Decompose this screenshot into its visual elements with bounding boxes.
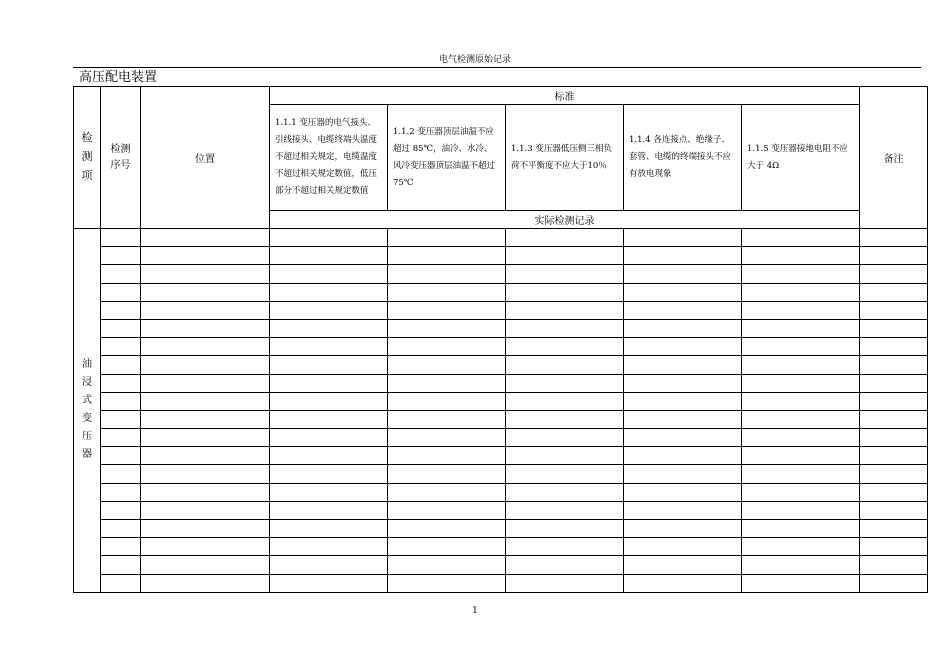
record-cell[interactable] bbox=[270, 465, 388, 483]
record-cell[interactable] bbox=[388, 247, 506, 265]
record-cell[interactable] bbox=[506, 283, 624, 301]
header-inspection-item bbox=[74, 87, 101, 229]
record-cell[interactable] bbox=[506, 392, 624, 410]
record-cell[interactable] bbox=[101, 392, 141, 410]
record-cell[interactable] bbox=[270, 447, 388, 465]
record-cell[interactable] bbox=[624, 483, 742, 501]
record-cell[interactable] bbox=[141, 429, 270, 447]
header-inspection-item-label: 检 测 项 bbox=[81, 131, 93, 182]
record-cell[interactable] bbox=[860, 465, 928, 483]
record-cell[interactable] bbox=[742, 520, 860, 538]
record-cell[interactable] bbox=[742, 556, 860, 574]
record-cell[interactable] bbox=[860, 283, 928, 301]
record-cell[interactable] bbox=[624, 410, 742, 428]
record-cell[interactable] bbox=[141, 465, 270, 483]
record-cell[interactable] bbox=[624, 283, 742, 301]
record-cell[interactable] bbox=[141, 338, 270, 356]
table-row bbox=[74, 338, 928, 356]
record-cell[interactable] bbox=[270, 483, 388, 501]
record-cell[interactable] bbox=[141, 538, 270, 556]
record-cell[interactable] bbox=[101, 283, 141, 301]
record-cell[interactable] bbox=[624, 301, 742, 319]
record-cell[interactable] bbox=[506, 374, 624, 392]
record-cell[interactable] bbox=[270, 283, 388, 301]
record-cell[interactable] bbox=[742, 338, 860, 356]
record-cell[interactable] bbox=[506, 265, 624, 283]
record-cell[interactable] bbox=[101, 483, 141, 501]
record-cell[interactable] bbox=[101, 338, 141, 356]
record-cell[interactable] bbox=[506, 556, 624, 574]
table-row bbox=[74, 465, 928, 483]
record-cell[interactable] bbox=[506, 319, 624, 337]
record-cell[interactable] bbox=[860, 429, 928, 447]
record-cell[interactable] bbox=[860, 501, 928, 519]
record-cell[interactable] bbox=[101, 229, 141, 247]
record-cell[interactable] bbox=[388, 265, 506, 283]
record-cell[interactable] bbox=[141, 447, 270, 465]
record-cell[interactable] bbox=[860, 483, 928, 501]
record-cell[interactable] bbox=[270, 356, 388, 374]
header-location: 位置 bbox=[141, 87, 270, 229]
record-cell[interactable] bbox=[101, 429, 141, 447]
record-cell[interactable] bbox=[742, 465, 860, 483]
record-cell[interactable] bbox=[860, 356, 928, 374]
table-row bbox=[74, 229, 928, 247]
table-row bbox=[74, 247, 928, 265]
record-cell[interactable] bbox=[388, 229, 506, 247]
record-cell[interactable] bbox=[141, 265, 270, 283]
record-cell[interactable] bbox=[101, 265, 141, 283]
record-cell[interactable] bbox=[101, 538, 141, 556]
record-cell[interactable] bbox=[506, 465, 624, 483]
record-cell[interactable] bbox=[141, 410, 270, 428]
document-title: 电气检测原始记录 bbox=[438, 55, 511, 65]
record-cell[interactable] bbox=[506, 338, 624, 356]
table-row bbox=[74, 301, 928, 319]
record-cell[interactable] bbox=[742, 574, 860, 592]
record-cell[interactable] bbox=[860, 447, 928, 465]
record-cell[interactable] bbox=[860, 410, 928, 428]
table-row bbox=[74, 374, 928, 392]
table-row bbox=[74, 574, 928, 592]
record-cell[interactable] bbox=[742, 410, 860, 428]
record-cell[interactable] bbox=[506, 501, 624, 519]
record-cell[interactable] bbox=[141, 247, 270, 265]
record-cell[interactable] bbox=[270, 538, 388, 556]
record-cell[interactable] bbox=[388, 283, 506, 301]
record-cell[interactable] bbox=[101, 410, 141, 428]
record-cell[interactable] bbox=[506, 247, 624, 265]
record-cell[interactable] bbox=[506, 301, 624, 319]
record-cell[interactable] bbox=[624, 265, 742, 283]
table-row bbox=[74, 356, 928, 374]
record-cell[interactable] bbox=[506, 520, 624, 538]
section-title: 高压配电装置 bbox=[79, 70, 158, 85]
record-cell[interactable] bbox=[742, 247, 860, 265]
record-cell[interactable] bbox=[506, 229, 624, 247]
record-cell[interactable] bbox=[101, 556, 141, 574]
record-cell[interactable] bbox=[860, 265, 928, 283]
row-item-transformer bbox=[74, 229, 101, 593]
table-row bbox=[74, 429, 928, 447]
record-cell[interactable] bbox=[388, 483, 506, 501]
page-number: 1 bbox=[472, 606, 478, 616]
record-cell[interactable] bbox=[860, 229, 928, 247]
row-item-transformer-label: 油 浸 式 变 压 器 bbox=[82, 359, 92, 461]
table-row bbox=[74, 520, 928, 538]
standard-4: 1.1.4 各连接点、绝缘子、套管、电缆的终端接头不应有放电现象 bbox=[624, 105, 742, 211]
record-cell[interactable] bbox=[388, 429, 506, 447]
record-cell[interactable] bbox=[270, 392, 388, 410]
record-cell[interactable] bbox=[624, 447, 742, 465]
record-cell[interactable] bbox=[388, 447, 506, 465]
record-cell[interactable] bbox=[388, 501, 506, 519]
record-cell[interactable] bbox=[270, 374, 388, 392]
record-cell[interactable] bbox=[506, 574, 624, 592]
record-cell[interactable] bbox=[388, 301, 506, 319]
record-cell[interactable] bbox=[624, 229, 742, 247]
record-cell[interactable] bbox=[101, 465, 141, 483]
record-cell[interactable] bbox=[624, 465, 742, 483]
record-cell[interactable] bbox=[742, 429, 860, 447]
standard-5: 1.1.5 变压器接地电阻不应大于 4Ω bbox=[742, 105, 860, 211]
record-cell[interactable] bbox=[506, 447, 624, 465]
record-cell[interactable] bbox=[624, 247, 742, 265]
record-cell[interactable] bbox=[860, 374, 928, 392]
record-cell[interactable] bbox=[270, 410, 388, 428]
record-cell[interactable] bbox=[270, 338, 388, 356]
header-rule bbox=[73, 67, 921, 68]
record-cell[interactable] bbox=[388, 465, 506, 483]
record-cell[interactable] bbox=[141, 301, 270, 319]
record-cell[interactable] bbox=[141, 229, 270, 247]
record-cell[interactable] bbox=[141, 501, 270, 519]
table-row bbox=[74, 392, 928, 410]
standard-2: 1.1.2 变压器顶层油温不应超过 85℃，油冷、水冷、风冷变压器顶层油温不超过75℃ bbox=[388, 105, 506, 211]
record-cell[interactable] bbox=[101, 520, 141, 538]
record-cell[interactable] bbox=[270, 429, 388, 447]
record-cell[interactable] bbox=[101, 447, 141, 465]
record-cell[interactable] bbox=[101, 574, 141, 592]
record-cell[interactable] bbox=[101, 374, 141, 392]
record-cell[interactable] bbox=[742, 229, 860, 247]
record-cell[interactable] bbox=[270, 301, 388, 319]
record-cell[interactable] bbox=[506, 483, 624, 501]
table-row bbox=[74, 483, 928, 501]
record-cell[interactable] bbox=[388, 520, 506, 538]
record-cell[interactable] bbox=[860, 301, 928, 319]
standard-3: 1.1.3 变压器低压侧三相负荷不平衡度不应大于10％ bbox=[506, 105, 624, 211]
record-cell[interactable] bbox=[742, 538, 860, 556]
record-cell[interactable] bbox=[624, 374, 742, 392]
record-cell[interactable] bbox=[141, 356, 270, 374]
record-cell[interactable] bbox=[270, 574, 388, 592]
record-cell[interactable] bbox=[270, 247, 388, 265]
record-cell[interactable] bbox=[388, 356, 506, 374]
record-cell[interactable] bbox=[141, 374, 270, 392]
record-cell[interactable] bbox=[742, 501, 860, 519]
table-row bbox=[74, 538, 928, 556]
record-cell[interactable] bbox=[624, 356, 742, 374]
record-cell[interactable] bbox=[860, 338, 928, 356]
record-cell[interactable] bbox=[506, 356, 624, 374]
record-cell[interactable] bbox=[388, 410, 506, 428]
record-cell[interactable] bbox=[860, 574, 928, 592]
record-cell[interactable] bbox=[270, 229, 388, 247]
record-cell[interactable] bbox=[141, 574, 270, 592]
record-cell[interactable] bbox=[101, 319, 141, 337]
record-cell[interactable] bbox=[141, 520, 270, 538]
table-row bbox=[74, 410, 928, 428]
record-cell[interactable] bbox=[860, 520, 928, 538]
record-cell[interactable] bbox=[742, 301, 860, 319]
record-cell[interactable] bbox=[270, 319, 388, 337]
record-cell[interactable] bbox=[506, 429, 624, 447]
header-standard: 标准 bbox=[270, 87, 860, 105]
record-cell[interactable] bbox=[141, 483, 270, 501]
record-cell[interactable] bbox=[742, 374, 860, 392]
record-cell[interactable] bbox=[624, 574, 742, 592]
inspection-record-table bbox=[73, 86, 928, 593]
record-cell[interactable] bbox=[860, 556, 928, 574]
record-cell[interactable] bbox=[860, 319, 928, 337]
record-cell[interactable] bbox=[624, 319, 742, 337]
record-cell[interactable] bbox=[506, 538, 624, 556]
record-cell[interactable] bbox=[742, 447, 860, 465]
record-cell[interactable] bbox=[624, 338, 742, 356]
record-cell[interactable] bbox=[141, 392, 270, 410]
record-cell[interactable] bbox=[742, 265, 860, 283]
record-cell[interactable] bbox=[141, 319, 270, 337]
header-remark: 备注 bbox=[860, 87, 928, 229]
table-row bbox=[74, 283, 928, 301]
record-cell[interactable] bbox=[624, 501, 742, 519]
record-cell[interactable] bbox=[742, 392, 860, 410]
record-cell[interactable] bbox=[388, 319, 506, 337]
record-cell[interactable] bbox=[270, 501, 388, 519]
table-row bbox=[74, 501, 928, 519]
record-cell[interactable] bbox=[742, 319, 860, 337]
record-cell[interactable] bbox=[270, 520, 388, 538]
record-cell[interactable] bbox=[388, 574, 506, 592]
record-cell[interactable] bbox=[506, 410, 624, 428]
record-cell[interactable] bbox=[388, 392, 506, 410]
record-cell[interactable] bbox=[101, 301, 141, 319]
record-cell[interactable] bbox=[388, 556, 506, 574]
record-cell[interactable] bbox=[388, 538, 506, 556]
standard-1: 1.1.1 变压器的电气接头、引线接头、电缆终端头温度不超过相关规定，电缆温度不超过相关规定数值，低压部分不超过相关规定数值 bbox=[270, 105, 388, 211]
header-inspection-seq bbox=[101, 87, 141, 229]
record-cell[interactable] bbox=[624, 392, 742, 410]
record-cell[interactable] bbox=[860, 538, 928, 556]
header-inspection-seq-label: 检测 序号 bbox=[110, 143, 131, 171]
table-row bbox=[74, 319, 928, 337]
record-cell[interactable] bbox=[270, 265, 388, 283]
record-cell[interactable] bbox=[624, 429, 742, 447]
header-actual-record: 实际检测记录 bbox=[270, 211, 860, 229]
table-row bbox=[74, 447, 928, 465]
record-cell[interactable] bbox=[742, 283, 860, 301]
record-cell[interactable] bbox=[624, 556, 742, 574]
record-cell[interactable] bbox=[141, 556, 270, 574]
record-cell[interactable] bbox=[624, 538, 742, 556]
record-cell[interactable] bbox=[388, 374, 506, 392]
table-row bbox=[74, 556, 928, 574]
record-cell[interactable] bbox=[860, 247, 928, 265]
record-cell[interactable] bbox=[101, 501, 141, 519]
record-cell[interactable] bbox=[141, 283, 270, 301]
record-cell[interactable] bbox=[624, 520, 742, 538]
record-cell[interactable] bbox=[742, 356, 860, 374]
record-cell[interactable] bbox=[101, 247, 141, 265]
record-cell[interactable] bbox=[860, 392, 928, 410]
record-cell[interactable] bbox=[101, 356, 141, 374]
record-cell[interactable] bbox=[270, 556, 388, 574]
record-cell[interactable] bbox=[388, 338, 506, 356]
table-row bbox=[74, 265, 928, 283]
record-cell[interactable] bbox=[742, 483, 860, 501]
